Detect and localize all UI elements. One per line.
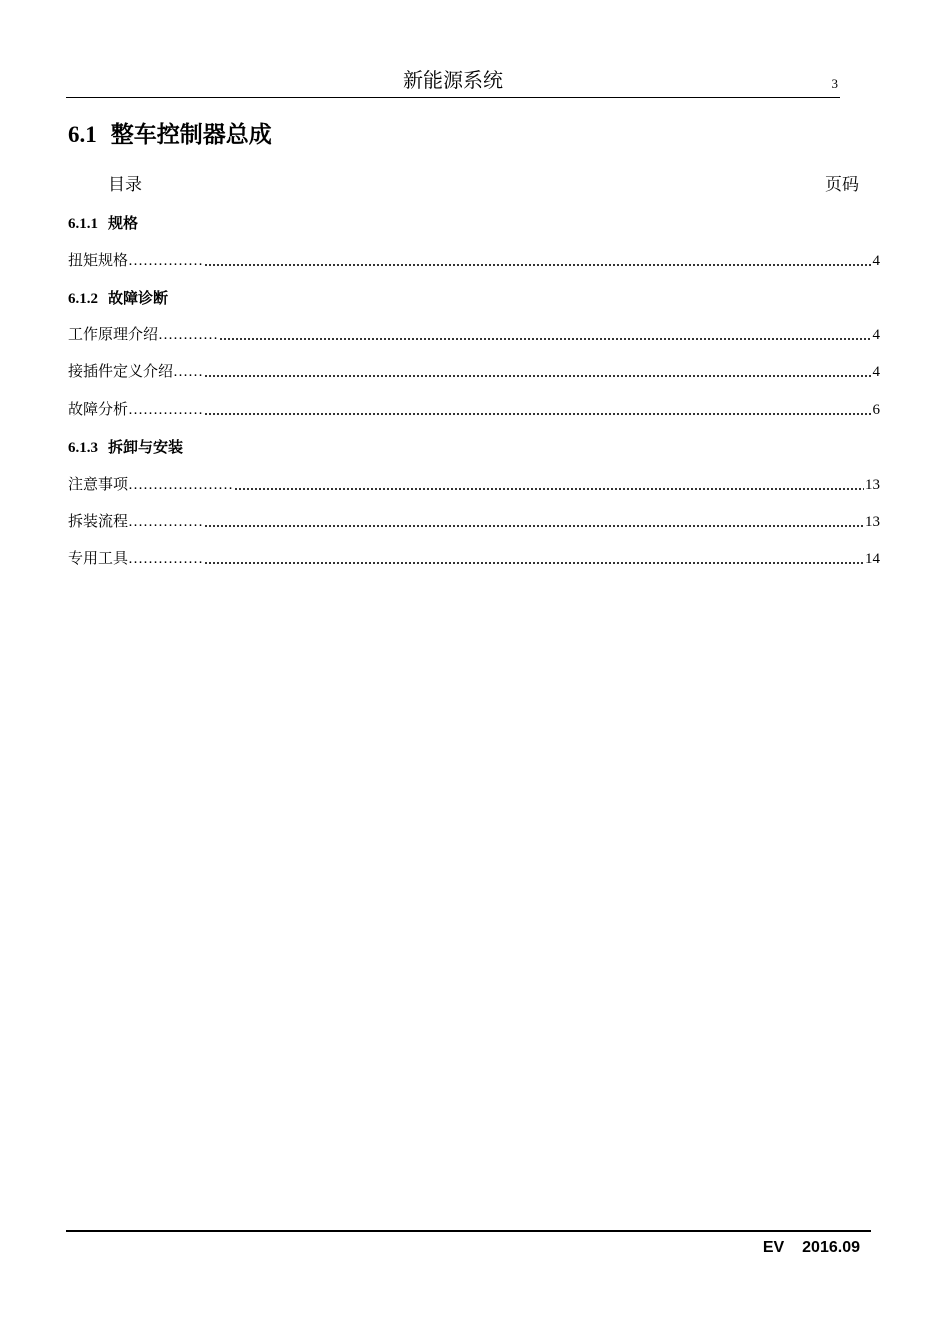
toc-entry-working-principle[interactable]: [68, 325, 880, 345]
toc-entry-page: 13: [865, 514, 880, 530]
subsection-number: 6.1.1: [68, 216, 98, 232]
subsection-title: 规格: [108, 214, 139, 232]
dot-leader: [204, 561, 864, 565]
subsection-title: 拆卸与安装: [108, 438, 184, 456]
toc-entry-page: 14: [865, 551, 880, 567]
toc-entry-label: 工作原理介绍…………: [68, 327, 219, 343]
toc-entry-label: 拆装流程……………: [68, 514, 204, 530]
footer-date: 2016.09: [802, 1239, 860, 1256]
toc-entry-label: 故障分析……………: [68, 402, 204, 418]
toc-entry-page: 4: [872, 253, 880, 269]
toc-entry-page: 13: [865, 477, 880, 493]
section-title-text: 整车控制器总成: [110, 122, 272, 148]
toc-subsection-heading: [68, 437, 183, 458]
header-title: 新能源系统: [403, 68, 503, 92]
toc-entry-special-tools[interactable]: [68, 549, 880, 569]
footer-model: EV: [762, 1239, 785, 1256]
toc-subsection-heading: [68, 288, 168, 309]
page-header: [66, 66, 840, 98]
subsection-number: 6.1.2: [68, 291, 98, 307]
dot-leader: [234, 487, 864, 491]
section-number: 6.1: [68, 122, 97, 147]
toc-subsection-heading: [68, 213, 138, 234]
toc-entry-label: 专用工具……………: [68, 551, 204, 567]
toc-entry-page: 4: [872, 327, 880, 343]
dot-leader: [204, 412, 871, 416]
toc-entry-label: 注意事项…………………: [68, 477, 234, 493]
dot-leader: [204, 524, 864, 528]
toc-entry-precautions[interactable]: [68, 475, 880, 495]
subsection-number: 6.1.3: [68, 440, 98, 456]
dot-leader: [204, 374, 871, 378]
toc-entry-page: 4: [872, 364, 880, 380]
page-footer: [763, 1238, 860, 1258]
page-number: 3: [831, 76, 838, 91]
dot-leader: [204, 263, 871, 267]
toc-entry-removal-procedure[interactable]: [68, 512, 880, 532]
toc-entry-label: 扭矩规格……………: [68, 253, 204, 269]
toc-entry-label: 接插件定义介绍……: [68, 364, 204, 380]
toc-entry-page: 6: [872, 402, 880, 418]
subsection-title: 故障诊断: [108, 289, 169, 307]
toc-entry-connector-definition[interactable]: [68, 362, 880, 382]
toc-entry-fault-analysis[interactable]: [68, 400, 880, 420]
footer-divider: [66, 1230, 871, 1232]
toc-entry-torque-specs[interactable]: [68, 251, 880, 271]
section-title: [68, 120, 272, 150]
toc-page-label: 页码: [825, 175, 859, 194]
toc-contents-label: 目录: [108, 175, 142, 194]
dot-leader: [219, 337, 871, 341]
